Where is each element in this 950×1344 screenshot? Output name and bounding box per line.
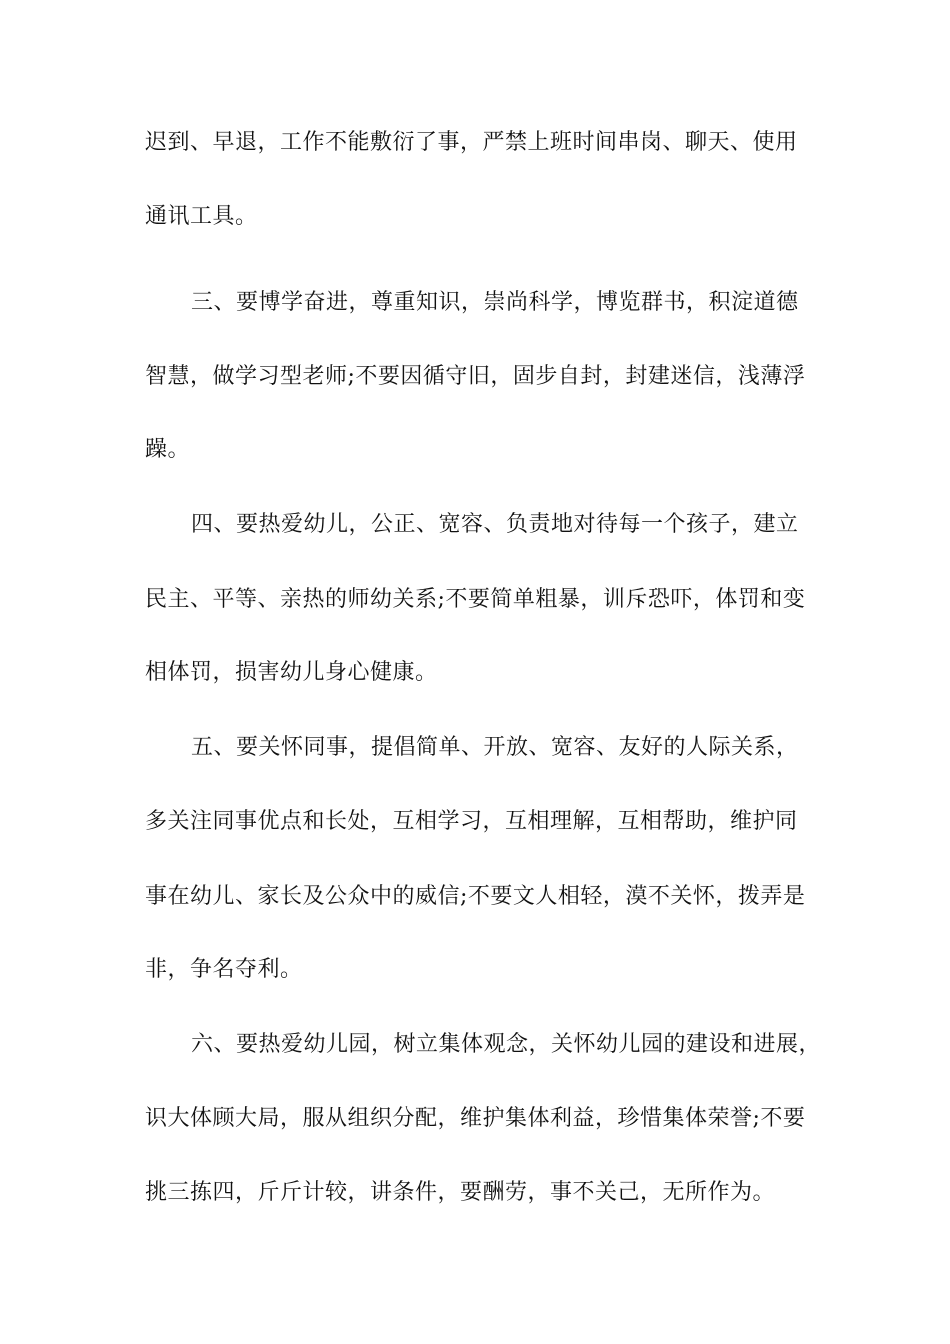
text-line: 识大体顾大局，服从组织分配，维护集体利益，珍惜集体荣誉;不要 [145,1106,806,1131]
paragraph-start-line: 三、要博学奋进，尊重知识，崇尚科学，博览群书，积淀道德 [191,290,799,315]
text-line: 事在幼儿、家长及公众中的威信;不要文人相轻，漠不关怀，拨弄是 [145,884,806,909]
text-line: 相体罚，损害幼儿身心健康。 [145,660,438,685]
text-line: 挑三拣四，斤斤计较，讲条件，要酬劳，事不关己，无所作为。 [145,1180,776,1205]
text-line: 多关注同事优点和长处，互相学习，互相理解，互相帮助，维护同 [145,809,798,834]
text-line: 迟到、早退，工作不能敷衍了事，严禁上班时间串岗、聊天、使用 [145,130,798,155]
text-line: 智慧，做学习型老师;不要因循守旧，固步自封，封建迷信，浅薄浮 [145,364,806,389]
paragraph-start-line: 六、要热爱幼儿园，树立集体观念，关怀幼儿园的建设和进展， [191,1032,822,1057]
text-line: 躁。 [145,437,191,462]
paragraph-start-line: 四、要热爱幼儿，公正、宽容、负责地对待每一个孩子，建立 [191,512,799,537]
text-line: 非，争名夺利。 [145,957,303,982]
text-line: 通讯工具。 [145,204,258,229]
paragraph-start-line: 五、要关怀同事，提倡简单、开放、宽容、友好的人际关系， [191,735,799,760]
text-line: 民主、平等、亲热的师幼关系;不要简单粗暴，训斥恐吓，体罚和变 [145,587,806,612]
